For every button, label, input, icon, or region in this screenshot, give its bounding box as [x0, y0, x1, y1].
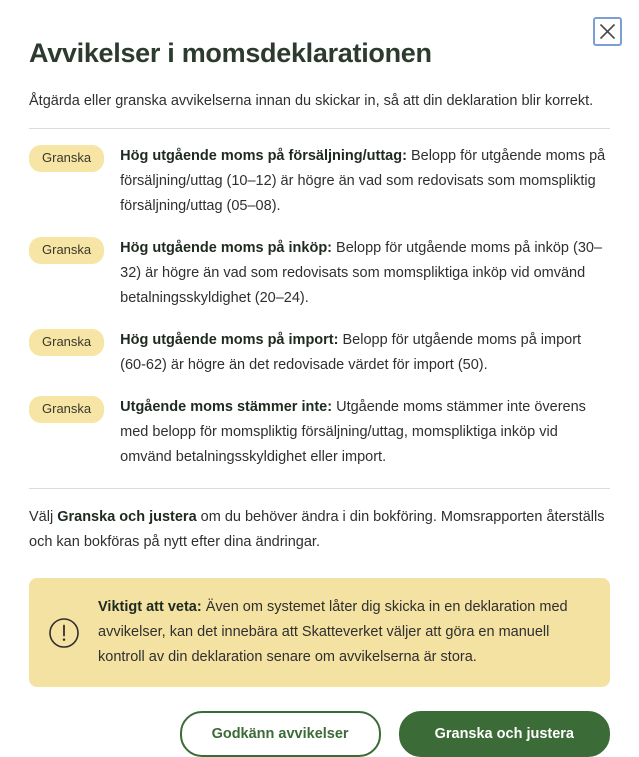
review-and-adjust-button[interactable]: Granska och justera: [399, 711, 610, 757]
deviation-text: [120, 144, 610, 219]
page-title: Avvikelser i momsdeklarationen: [29, 38, 432, 68]
deviation-body: Belopp för utgående moms på import (60-62) är högre än det redovisade värdet för import (50).: [120, 332, 582, 373]
callout-body: Även om systemet låter dig skicka in en deklaration med avvikelser, kan det innebära att Skatteverket väljer att göra en manuell kontroll av din deklaration senare om avvikelserna är stora.: [98, 599, 568, 665]
important-callout: [29, 578, 610, 687]
deviation-heading: Hög utgående moms på försäljning/uttag:: [120, 148, 407, 164]
exclamation-circle-icon: [47, 616, 81, 650]
deviation-text: [120, 328, 610, 378]
dialog-footer: [0, 687, 639, 757]
list-item: [29, 395, 610, 470]
deviation-list: [29, 129, 610, 470]
deviation-heading: Utgående moms stämmer inte:: [120, 399, 333, 415]
deviation-text: [120, 236, 610, 311]
deviation-text: [120, 395, 610, 470]
deviation-body: Utgående moms stämmer inte överens med belopp för momspliktig försäljning/uttag, momspliktiga inköp vid omvänd betalningsskyldighet eller import.: [120, 399, 586, 465]
close-icon: [598, 22, 617, 41]
approve-deviations-button[interactable]: Godkänn avvikelser: [180, 711, 381, 757]
callout-heading: Viktigt att veta:: [98, 599, 202, 615]
list-item: [29, 236, 610, 311]
list-item: [29, 328, 610, 378]
status-badge[interactable]: Granska: [29, 237, 104, 264]
deviation-body: Belopp för utgående moms på inköp (30–32) är högre än vad som redovisats som momspliktiga inköp vid omvänd betalningsskyldighet (20–24).: [120, 240, 603, 306]
note-emphasis: Granska och justera: [57, 509, 197, 525]
note-suffix: om du behöver ändra i din bokföring. Momsrapporten återställs och kan bokföras på nytt efter dina ändringar.: [29, 509, 605, 550]
status-badge[interactable]: Granska: [29, 329, 104, 356]
status-badge[interactable]: Granska: [29, 145, 104, 172]
deviation-heading: Hög utgående moms på inköp:: [120, 240, 333, 256]
deviation-heading: Hög utgående moms på import:: [120, 332, 339, 348]
status-badge[interactable]: Granska: [29, 396, 104, 423]
note-paragraph: [29, 489, 610, 555]
close-icon-button[interactable]: [593, 17, 622, 46]
deviation-body: Belopp för utgående moms på försäljning/uttag (10–12) är högre än vad som redovisats som momspliktig försäljning/uttag (05–08).: [120, 148, 606, 214]
dialog-intro-text: Åtgärda eller granska avvikelserna innan du skickar in, så att din deklaration blir korrekt.: [29, 93, 594, 109]
list-item: [29, 144, 610, 219]
callout-text: [98, 595, 590, 670]
note-prefix: Välj: [29, 509, 58, 525]
